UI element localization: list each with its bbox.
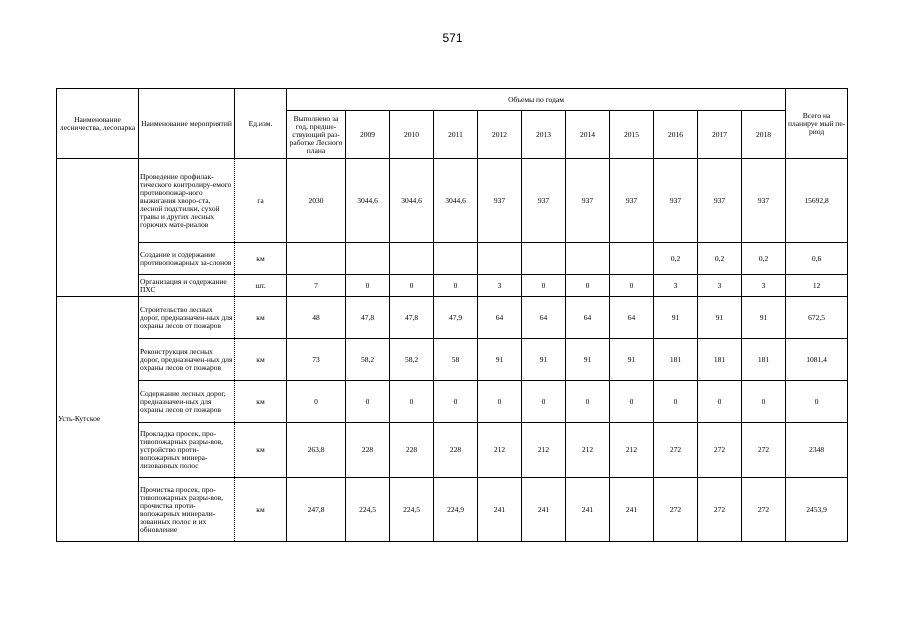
table-row	[57, 159, 848, 243]
value-cell: 0	[478, 381, 522, 423]
value-cell: 0,2	[654, 243, 698, 275]
value-cell: 3044,6	[346, 159, 390, 243]
value-cell: 181	[654, 339, 698, 381]
value-cell: 181	[698, 339, 742, 381]
value-cell: 224,5	[390, 478, 434, 542]
value-cell	[610, 243, 654, 275]
value-cell: 228	[390, 423, 434, 478]
activity-name: Организация и содержание ПХС	[139, 275, 235, 297]
value-cell: 91	[566, 339, 610, 381]
value-cell: 241	[610, 478, 654, 542]
value-cell: 224,5	[346, 478, 390, 542]
value-cell: 3	[478, 275, 522, 297]
page-number: 571	[442, 31, 463, 45]
header-year: 2014	[566, 111, 610, 159]
value-cell: 0	[434, 275, 478, 297]
header-year: 2012	[478, 111, 522, 159]
value-cell: 241	[566, 478, 610, 542]
value-cell: 73	[287, 339, 346, 381]
value-cell: 58,2	[390, 339, 434, 381]
header-forestry: Наименование лесничества, лесопарка	[57, 89, 139, 159]
unit-cell: км	[235, 381, 287, 423]
value-cell	[390, 243, 434, 275]
value-cell: 0,2	[742, 243, 786, 275]
value-cell: 48	[287, 297, 346, 339]
value-cell: 91	[654, 297, 698, 339]
unit-cell: км	[235, 423, 287, 478]
value-cell: 0	[390, 381, 434, 423]
value-cell: 64	[566, 297, 610, 339]
value-cell: 47,8	[390, 297, 434, 339]
value-cell: 272	[698, 423, 742, 478]
header-total: Всего на планируе мый пе-риод	[786, 89, 848, 159]
table-row	[57, 339, 848, 381]
value-cell: 937	[698, 159, 742, 243]
unit-cell: км	[235, 339, 287, 381]
value-cell: 0	[346, 275, 390, 297]
value-cell: 47,9	[434, 297, 478, 339]
value-cell: 937	[478, 159, 522, 243]
activity-name: Реконструкция лесных дорог, предназначен-ных для охраны лесов от пожаров	[139, 339, 235, 381]
table-body	[57, 159, 848, 542]
table-row	[57, 275, 848, 297]
value-cell: 272	[654, 478, 698, 542]
activity-name: Прочистка просек, про-тивопожарных разры-вов, прочистка проти-вопожарных минерали-зованных полос и их обновление	[139, 478, 235, 542]
value-cell	[478, 243, 522, 275]
value-cell: 263,8	[287, 423, 346, 478]
value-cell: 3044,6	[390, 159, 434, 243]
value-cell: 0	[610, 275, 654, 297]
value-cell: 0	[566, 275, 610, 297]
value-cell	[434, 243, 478, 275]
header-year: 2013	[522, 111, 566, 159]
value-cell: 212	[610, 423, 654, 478]
value-cell: 241	[478, 478, 522, 542]
value-cell: 272	[654, 423, 698, 478]
value-cell: 64	[522, 297, 566, 339]
value-cell: 0	[346, 381, 390, 423]
table-row	[57, 423, 848, 478]
value-cell: 0	[287, 381, 346, 423]
activity-name: Содержание лесных дорог, предназначен-ных для охраны лесов от пожаров	[139, 381, 235, 423]
value-cell: 47,8	[346, 297, 390, 339]
unit-cell: км	[235, 297, 287, 339]
total-cell: 0,6	[786, 243, 848, 275]
activity-name: Строительство лесных дорог, предназначен-ных для охраны лесов от пожаров	[139, 297, 235, 339]
value-cell: 7	[287, 275, 346, 297]
value-cell	[522, 243, 566, 275]
value-cell: 937	[742, 159, 786, 243]
value-cell: 212	[522, 423, 566, 478]
value-cell: 0	[566, 381, 610, 423]
header-unit: Ед.изм.	[235, 89, 287, 159]
activity-name: Проведение профилак-тического контролиру-емого противопожар-ного выжигания хворо-ста, лесной подстилки, сухой травы и других лесных горючих мате-риалов	[139, 159, 235, 243]
unit-cell: шт.	[235, 275, 287, 297]
value-cell: 58	[434, 339, 478, 381]
unit-cell: км	[235, 243, 287, 275]
value-cell: 64	[478, 297, 522, 339]
header-year: 2011	[434, 111, 478, 159]
value-cell: 181	[742, 339, 786, 381]
value-cell: 228	[346, 423, 390, 478]
value-cell: 937	[610, 159, 654, 243]
value-cell: 58,2	[346, 339, 390, 381]
forestry-cell-empty	[57, 159, 139, 297]
header-year: 2015	[610, 111, 654, 159]
value-cell: 247,8	[287, 478, 346, 542]
table-row	[57, 243, 848, 275]
value-cell: 91	[610, 339, 654, 381]
value-cell	[287, 243, 346, 275]
total-cell: 2453,9	[786, 478, 848, 542]
header-activity: Наименование мероприятий	[139, 89, 235, 159]
unit-cell: км	[235, 478, 287, 542]
header-year: 2017	[698, 111, 742, 159]
value-cell: 212	[478, 423, 522, 478]
value-cell: 937	[566, 159, 610, 243]
header-year: 2016	[654, 111, 698, 159]
value-cell	[566, 243, 610, 275]
total-cell: 12	[786, 275, 848, 297]
value-cell: 91	[478, 339, 522, 381]
value-cell: 0,2	[698, 243, 742, 275]
unit-cell: га	[235, 159, 287, 243]
header-year: 2018	[742, 111, 786, 159]
value-cell: 937	[654, 159, 698, 243]
value-cell: 2030	[287, 159, 346, 243]
value-cell: 91	[698, 297, 742, 339]
value-cell: 228	[434, 423, 478, 478]
value-cell: 212	[566, 423, 610, 478]
total-cell: 0	[786, 381, 848, 423]
value-cell: 0	[698, 381, 742, 423]
value-cell	[346, 243, 390, 275]
total-cell: 1081,4	[786, 339, 848, 381]
value-cell: 272	[742, 423, 786, 478]
value-cell: 0	[434, 381, 478, 423]
activity-name: Создание и содержание противопожарных за-слонов	[139, 243, 235, 275]
value-cell: 0	[522, 381, 566, 423]
value-cell: 224,9	[434, 478, 478, 542]
value-cell: 3	[654, 275, 698, 297]
total-cell: 2348	[786, 423, 848, 478]
total-cell: 15692,8	[786, 159, 848, 243]
value-cell: 0	[654, 381, 698, 423]
header-year: 2009	[346, 111, 390, 159]
activity-name: Прокладка просек, про-тивопожарных разры-вов, устройство проти-вопожарных минера-лизованных полос	[139, 423, 235, 478]
header-row-1	[57, 89, 848, 111]
value-cell: 241	[522, 478, 566, 542]
table-row	[57, 478, 848, 542]
value-cell: 3	[742, 275, 786, 297]
value-cell: 3	[698, 275, 742, 297]
header-volumes: Объемы по годам	[287, 89, 786, 111]
value-cell: 3044,6	[434, 159, 478, 243]
forestry-name: Усть-Кутское	[57, 297, 139, 542]
value-cell: 0	[742, 381, 786, 423]
value-cell: 0	[522, 275, 566, 297]
total-cell: 672,5	[786, 297, 848, 339]
table-row	[57, 297, 848, 339]
value-cell: 0	[610, 381, 654, 423]
value-cell: 0	[390, 275, 434, 297]
header-prev-year: Выполнено за год, предше-ствующий раз-работке Лесного плана	[287, 111, 346, 159]
value-cell: 937	[522, 159, 566, 243]
value-cell: 272	[698, 478, 742, 542]
value-cell: 91	[742, 297, 786, 339]
forest-fire-measures-table	[56, 88, 848, 542]
value-cell: 91	[522, 339, 566, 381]
value-cell: 64	[610, 297, 654, 339]
value-cell: 272	[742, 478, 786, 542]
table-row	[57, 381, 848, 423]
header-year: 2010	[390, 111, 434, 159]
